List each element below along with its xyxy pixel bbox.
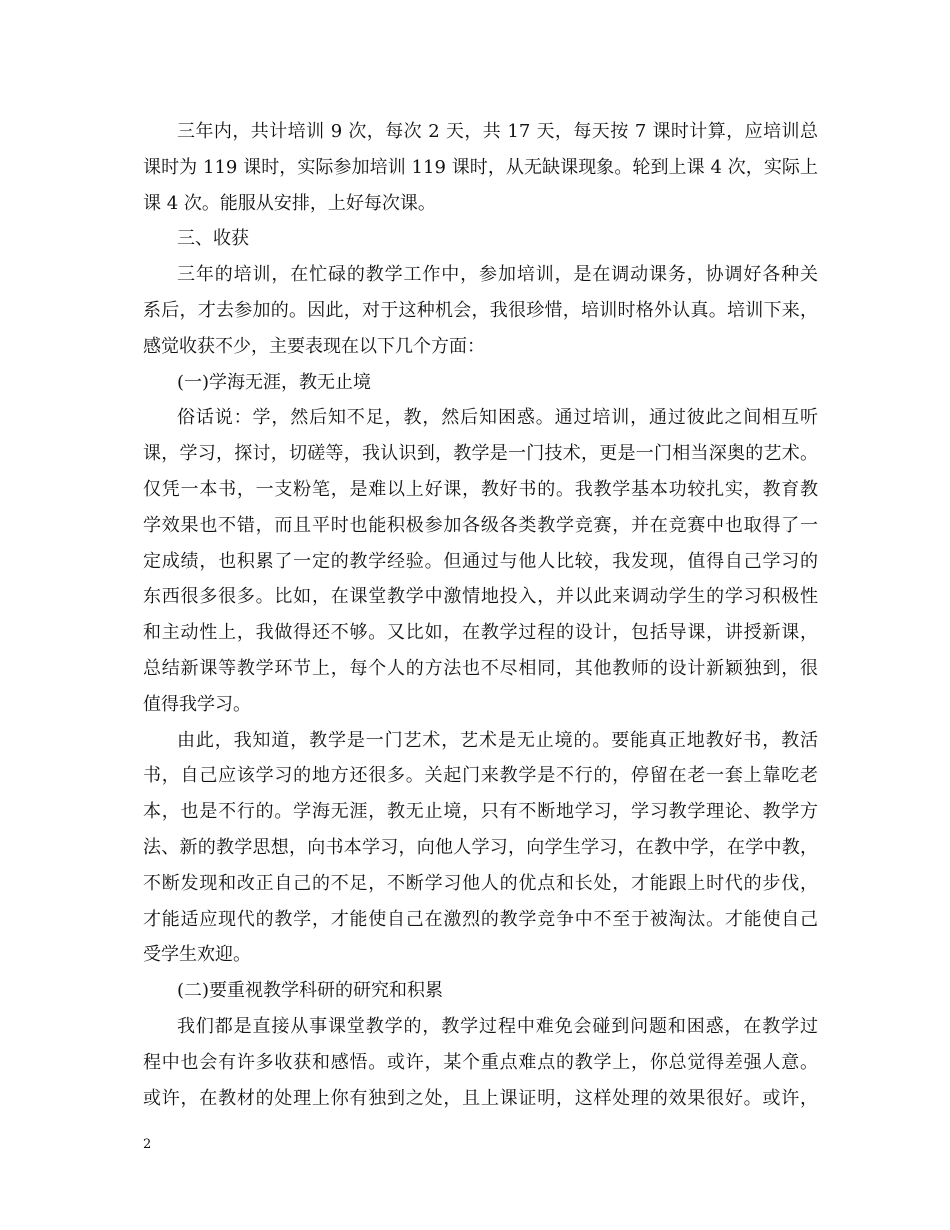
section-heading: 三、收获 bbox=[177, 228, 249, 250]
paragraph-line: 三年内，共计培训 9 次，每次 2 天，共 17 天，每天按 7 课时计算，应培训总 bbox=[177, 121, 818, 142]
paragraph-line: 课 4 次。能服从安排，上好每次课。 bbox=[143, 192, 436, 214]
paragraph-line: 才能适应现代的教学，才能使自己在激烈的教学竞争中不至于被淘汰。才能使自己 bbox=[143, 908, 818, 930]
paragraph-line: 书，自己应该学习的地方还很多。关起门来教学是不行的，停留在老一套上靠吃老 bbox=[143, 765, 818, 787]
paragraph-line: 本，也是不行的。学海无涯，教无止境，只有不断地学习，学习教学理论、教学方 bbox=[143, 801, 818, 823]
subsection-heading: (二)要重视教学科研的研究和积累 bbox=[177, 980, 444, 1002]
paragraph-line: 和主动性上，我做得还不够。又比如，在教学过程的设计，包括导课，讲授新课， bbox=[143, 622, 818, 644]
paragraph-line: 学效果也不错，而且平时也能积极参加各级各类教学竞赛，并在竞赛中也取得了一 bbox=[143, 514, 818, 536]
paragraph-line: 由此，我知道，教学是一门艺术，艺术是无止境的。要能真正地教好书，教活 bbox=[177, 729, 818, 751]
document-body bbox=[143, 114, 818, 1116]
paragraph-line: 课，学习，探讨，切磋等，我认识到，教学是一门技术，更是一门相当深奥的艺术。 bbox=[143, 443, 818, 465]
paragraph-line: 不断发现和改正自己的不足，不断学习他人的优点和长处，才能跟上时代的步伐， bbox=[143, 872, 818, 894]
paragraph-line: 或许，在教材的处理上你有独到之处，且上课证明，这样处理的效果很好。或许， bbox=[143, 1087, 818, 1109]
paragraph-line: 程中也会有许多收获和感悟。或许，某个重点难点的教学上，你总觉得差强人意。 bbox=[143, 1051, 818, 1073]
paragraph-line: 总结新课等教学环节上，每个人的方法也不尽相同，其他教师的设计新颖独到，很 bbox=[143, 657, 818, 679]
paragraph-line: 课时为 119 课时，实际参加培训 119 课时，从无缺课现象。轮到上课 4 次，实际上 bbox=[143, 156, 818, 178]
paragraph-line: 东西很多很多。比如，在课堂教学中激情地投入，并以此来调动学生的学习积极性 bbox=[143, 586, 818, 608]
paragraph-line: 法、新的教学思想，向书本学习，向他人学习，向学生学习，在教中学，在学中教， bbox=[143, 836, 818, 858]
paragraph-line: 受学生欢迎。 bbox=[143, 944, 251, 966]
paragraph-line: 仅凭一本书，一支粉笔，是难以上好课，教好书的。我教学基本功较扎实，教育教 bbox=[143, 478, 818, 500]
paragraph-line: 定成绩，也积累了一定的教学经验。但通过与他人比较，我发现，值得自己学习的 bbox=[143, 550, 818, 572]
paragraph-line: 值得我学习。 bbox=[143, 693, 251, 715]
paragraph-line: 感觉收获不少，主要表现在以下几个方面： bbox=[143, 335, 485, 357]
paragraph-line: 三年的培训，在忙碌的教学工作中，参加培训，是在调动课务，协调好各种关 bbox=[177, 264, 818, 286]
paragraph-line: 俗话说：学，然后知不足，教，然后知困惑。通过培训，通过彼此之间相互听 bbox=[177, 407, 818, 429]
subsection-heading: (一)学海无涯，教无止境 bbox=[177, 371, 372, 393]
page-number: 2 bbox=[143, 1137, 152, 1152]
paragraph-line: 系后，才去参加的。因此，对于这种机会，我很珍惜，培训时格外认真。培训下来， bbox=[143, 299, 818, 321]
paragraph-line: 我们都是直接从事课堂教学的，教学过程中难免会碰到问题和困惑，在教学过 bbox=[177, 1015, 818, 1037]
